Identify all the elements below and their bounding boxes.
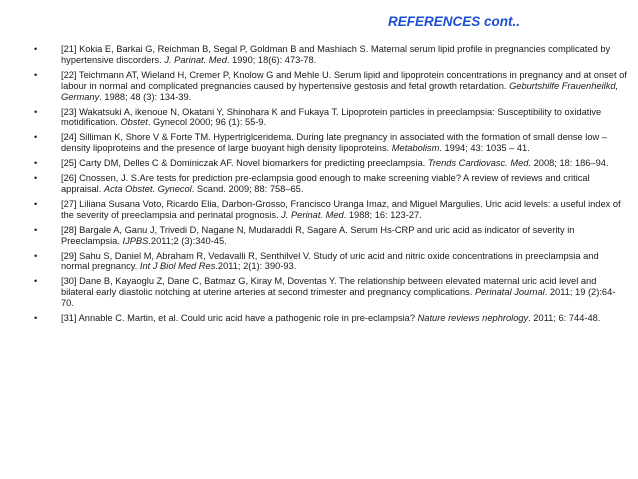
reference-text: . 2011; 6: 744-48.	[528, 313, 601, 324]
bullet-icon: •	[34, 158, 38, 169]
bullet-icon: •	[34, 224, 38, 235]
reference-journal: Acta Obstet. Gynecol	[103, 183, 192, 194]
reference-text: .2011;2 (3):340-45.	[148, 235, 227, 246]
bullet-icon: •	[34, 173, 38, 184]
bullet-icon: •	[34, 69, 38, 80]
reference-item	[32, 225, 628, 247]
reference-item	[32, 276, 628, 309]
slide-title: REFERENCES cont..	[388, 14, 521, 29]
reference-item	[32, 313, 628, 324]
reference-text: [29] Sahu S, Daniel M, Abraham R, Vedavalli R, Senthilvel V. Study of uric acid and nitric oxide concentrations in preeclampsia and normal pregnancy.	[61, 250, 599, 272]
reference-text: .2011; 2(1): 390-93.	[215, 261, 297, 272]
bullet-icon: •	[34, 313, 38, 324]
reference-text: . 1994; 43: 1035 – 41.	[439, 143, 530, 154]
reference-item	[32, 44, 628, 66]
bullet-icon: •	[34, 132, 38, 143]
reference-item	[32, 173, 628, 195]
reference-text: . Scand. 2009; 88: 758–65.	[191, 183, 304, 194]
reference-journal: Int J Biol Med Res	[139, 261, 216, 272]
reference-text: . 2008; 18: 186–94.	[528, 158, 609, 169]
reference-text: . 1988; 48 (3): 134-39.	[99, 91, 192, 102]
reference-text: [28] Bargale A, Ganu J, Trivedi D, Nagane N, Mudaraddi R, Sagare A. Serum Hs-CRP and uric acid as indicator of severity in Preeclampsia.	[61, 224, 575, 246]
reference-journal: Nature reviews nephrology	[417, 313, 529, 324]
reference-text: . 2011; 19 (2):64-70.	[61, 287, 616, 309]
reference-item	[32, 199, 628, 221]
reference-text: . Gynecol 2000; 96 (1): 55-9.	[147, 117, 267, 128]
reference-text: [27] Liliana Susana Voto, Ricardo Elia, Darbon-Grosso, Francisco Uranga Imaz, and Miguel Margulies. Uric acid levels: a useful index of the severity of preeclampsia and perinatal prognosis.	[61, 198, 621, 220]
reference-journal: Obstet	[120, 117, 148, 128]
bullet-icon: •	[34, 250, 38, 261]
bullet-icon: •	[34, 276, 38, 287]
reference-text: [22] Teichmann AT, Wieland H, Cremer P, Knolow G and Mehle U. Serum lipid and lipoprotein concentrations in pregnancy and at onset of labour in normal and complicated pregnancies caused by hypertensive gestosis and fetal growth retardation.	[61, 69, 627, 91]
bullet-icon: •	[34, 44, 38, 54]
reference-text: [23] Wakatsuki A, ikenoue N, Okatani Y, Shinohara K and Fukaya T. Lipoprotein particles in preeclampsia: Susceptibility to oxidative motidification.	[61, 106, 602, 128]
reference-journal: J. Parinat. Med	[164, 54, 227, 65]
reference-journal: IJPBS	[122, 235, 149, 246]
reference-list	[32, 44, 628, 328]
reference-text: [21] Kokia E, Barkai G, Reichman B, Segal P, Goldman B and Mashiach S. Maternal serum lipid profile in pregnancies complicated by hypertensive discorders.	[61, 44, 611, 65]
reference-journal: Trends Cardiovasc. Med	[427, 158, 529, 169]
reference-text: . 1988; 16: 123-27.	[343, 209, 422, 220]
reference-item	[32, 251, 628, 273]
reference-item	[32, 132, 628, 154]
reference-journal: J. Perinat. Med	[281, 209, 344, 220]
reference-journal: Metabolism	[391, 143, 440, 154]
reference-text: [30] Dane B, Kayaoglu Z, Dane C, Batmaz G, Kiray M, Doventas Y. The relationship between elevated maternal uric acid level and bilateral early diastolic notching at uterine arteries at second trimester and pregnancy complications.	[61, 276, 597, 298]
reference-text: [24] Silliman K, Shore V & Forte TM. Hypertriglceridema. During late pregnancy in associated with the formation of small dense low – density lipoproteins and the presence of large buoyant high density lipoproteins.	[61, 132, 608, 154]
reference-journal: Geburtshilfe Frauenheilkd, Germany	[61, 80, 619, 102]
reference-text: [26] Cnossen, J. S.Are tests for prediction pre-eclampsia good enough to make screening viable? A review of reviews and critical appraisal.	[61, 173, 590, 194]
reference-item	[32, 158, 628, 169]
bullet-icon: •	[34, 198, 38, 209]
reference-item	[32, 107, 628, 129]
reference-item	[32, 70, 628, 103]
reference-text: . 1990; 18(6): 473-78.	[226, 54, 317, 65]
reference-text: [31] Annable C. Martin, et al. Could uric acid have a pathogenic role in pre-eclampsia?	[61, 313, 418, 324]
reference-journal: Perinatal Journal	[474, 287, 545, 298]
bullet-icon: •	[34, 106, 38, 117]
reference-text: [25] Carty DM, Delles C & Dominiczak AF. Novel biomarkers for predicting preeclampsia.	[61, 158, 428, 169]
